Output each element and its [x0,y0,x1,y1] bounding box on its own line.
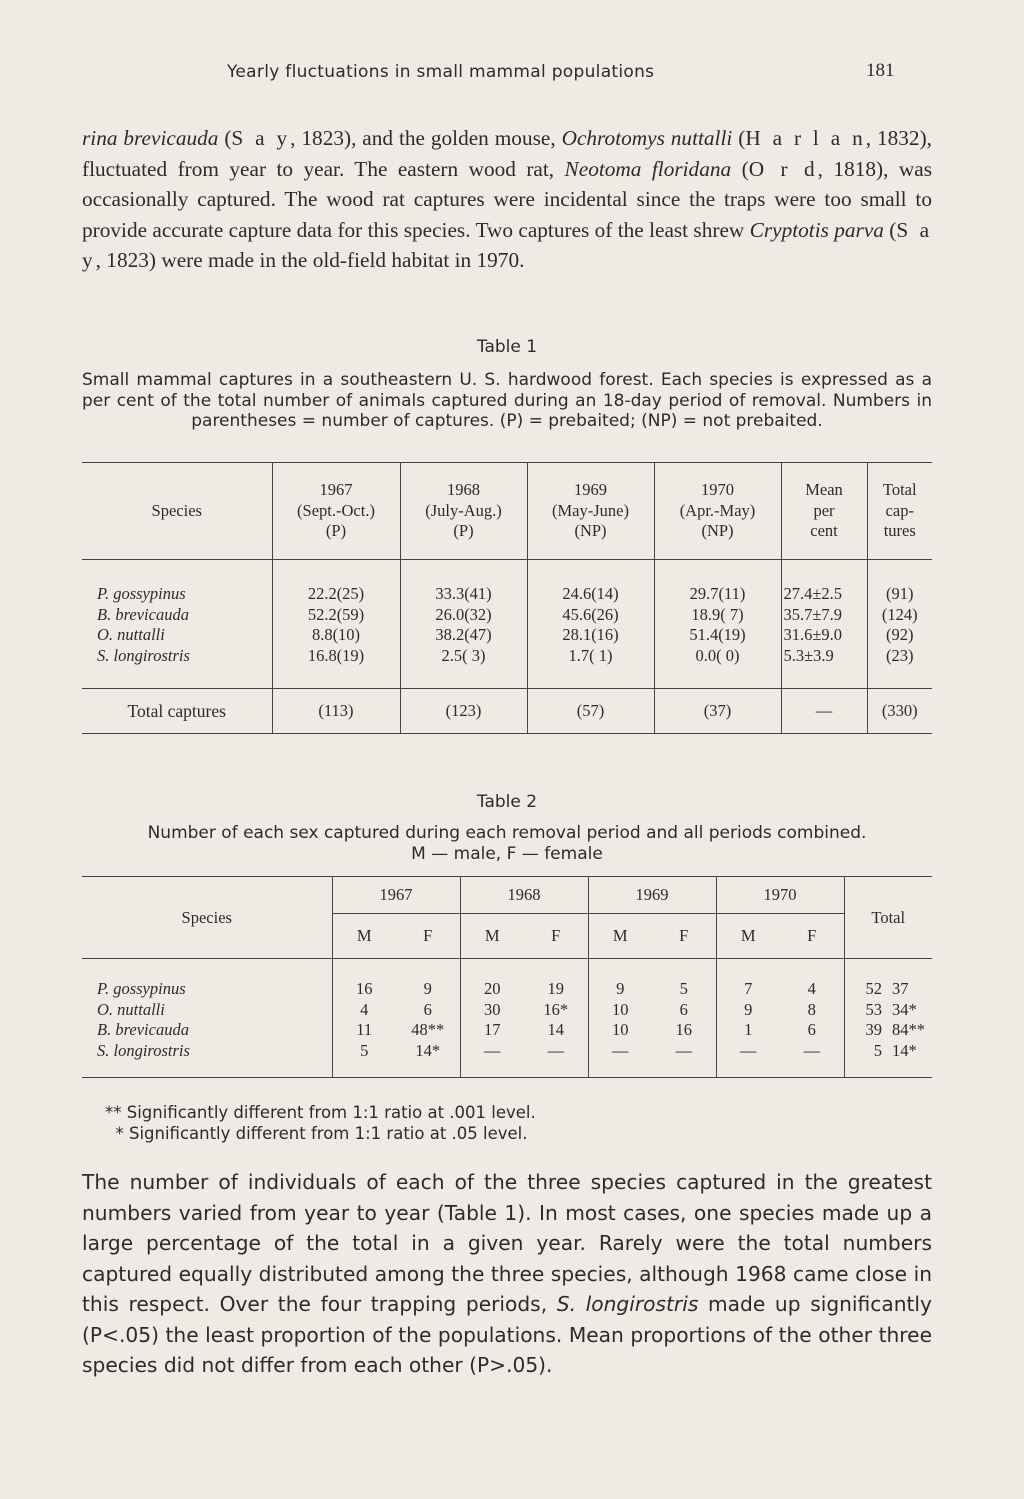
data-cell: 9 [716,1000,780,1021]
data-cell: 0.0( 0) [654,646,781,689]
table2-caption [82,823,932,864]
data-cell: — [547,1040,564,1060]
total-cell: (37) [654,689,781,734]
data-cell: (92) [867,625,932,646]
table-row [82,959,932,1000]
species-name: rina brevicauda [82,126,219,150]
total-cell: — [781,689,867,734]
data-cell: 31.6±9.0 [781,625,867,646]
table-row [82,646,932,689]
data-cell: 29.7(11) [654,560,781,605]
running-head: Yearly fluctuations in small mammal populations [227,62,655,82]
header-line: 1968 [447,480,480,500]
data-cell: 34* [892,999,917,1019]
table2-sex-header: M [716,914,780,959]
data-cell: 10 [588,1000,652,1021]
data-cell: 52 [844,959,888,1000]
data-cell: 5.3±3.9 [781,646,867,689]
table-row [82,1000,932,1021]
text-run: , 1832), fluctuated from year to year. The eastern wood rat, [82,126,932,181]
table2-sex-header: M [460,914,524,959]
data-cell: 16 [675,1020,692,1039]
data-cell: 84** [892,1020,925,1039]
header-line: cent [810,521,838,541]
header-line: per [813,500,835,520]
header-line: (NP) [574,521,607,541]
species-cell: B. brevicauda [97,1020,189,1039]
species-cell: B. brevicauda [97,604,189,624]
table1-column-header [82,463,272,560]
page-number: 181 [866,60,895,81]
data-cell: 14* [892,1040,917,1060]
table2-caption-line: M — male, F — female [411,843,603,864]
data-cell: 16 [332,959,396,1000]
data-cell: 28.1(16) [527,625,654,646]
data-cell: 2.5( 3) [400,646,527,689]
table2-sex-header: M [588,914,652,959]
species-name: Cryptotis parva [749,217,884,242]
species-name: S. longirostris [556,1292,699,1316]
header-line: tures [883,521,916,541]
data-cell: 5 [679,979,688,998]
species-cell: O. nuttalli [97,625,165,644]
header-line: (Apr.-May) [679,500,756,520]
table1-caption: Small mammal captures in a southeastern U. S. hardwood forest. Each species is expressed as a per cent of the total number of animals captured during an 18-day period of removal. Numbers in parentheses = number of captures. (P) = prebaited; (NP) = not prebaited. [82,370,932,431]
text-run: , 1823) were made in the old-field habitat in 1970. [95,248,525,273]
data-cell: 19 [547,979,564,998]
table2-year-header: 1968 [460,877,588,914]
data-cell: (23) [867,646,932,689]
data-cell: 30 [460,1000,524,1021]
table1-header [82,463,932,560]
closing-paragraph [82,1167,932,1381]
data-cell: — [588,1041,652,1078]
footnote: * Significantly different from 1:1 ratio at .05 level. [105,1124,528,1143]
table2-sex-header: F [780,914,844,959]
table2-species-header: Species [82,877,332,959]
table2-caption-line: Number of each sex captured during each removal period and all periods combined. [147,823,867,843]
data-cell: (91) [867,560,932,605]
species-cell: O. nuttalli [97,999,165,1019]
data-cell: 38.2(47) [400,625,527,646]
data-cell: 7 [716,959,780,1000]
total-label-cell: Total captures [82,689,272,734]
table-row [82,1041,932,1078]
data-cell: 11 [332,1020,396,1041]
intro-paragraph: rina brevicauda (S a y, 1823), and the golden mouse, Ochrotomys nuttalli (H a r l a n, 1832), fluctuated from year to year. The eastern wood rat, Neotoma floridana (O r d, 1818), was occasionally captured. The wood rat captures were incidental since the traps were too small to provide accurate capture data for this species. Two captures of the least shrew Cryptotis parva (S a y, 1823) were made in the old-field habitat in 1970. [82,126,933,273]
data-cell: 53 [844,1000,888,1021]
species-cell: S. longirostris [97,645,190,665]
table1 [82,462,932,734]
data-cell: 16.8(19) [272,646,400,689]
text-run: , 1823), and the golden mouse, [290,126,562,150]
data-cell: 45.6(26) [527,605,654,626]
header-line: cap- [885,500,914,520]
table2-year-header: 1967 [332,877,460,914]
header-line: 1969 [574,480,607,500]
table2-sex-header: F [396,914,460,959]
species-cell: P. gossypinus [97,584,186,603]
data-cell: — [803,1040,820,1060]
data-cell: — [460,1041,524,1078]
total-cell: (57) [527,689,654,734]
data-cell: 24.6(14) [527,560,654,605]
table1-body [82,560,932,689]
species-name: Ochrotomys nuttalli [561,126,733,150]
text-run: made up significantly (P<.05) the least proportion of the populations. Mean proportions of the other three species did not differ from each other (P>.05). [82,1292,932,1377]
table1-total-row [82,689,932,734]
header-line: Total [882,480,917,500]
table2-year-header: 1970 [716,877,844,914]
header-line: (May-June) [552,500,629,520]
header-line: (NP) [701,521,734,541]
text-run: The number of individuals of each of the three species captured in the greatest numbers varied from year to year (Table 1). In most cases, one species made up a large percentage of the total in a given year. Rarely were the total numbers captured equally distributed among the three species, although 1968 came close in this respect. Over the four trapping periods, [82,1170,932,1316]
author-name: S a y [82,217,933,273]
data-cell: 4 [332,1000,396,1021]
table2-year-row [82,877,932,914]
data-cell: (124) [867,605,932,626]
data-cell: 14 [547,1020,564,1039]
table1-column-header [400,463,527,560]
header-line: (July-Aug.) [425,500,502,520]
data-cell: 14* [415,1040,441,1060]
data-cell: 18.9( 7) [654,605,781,626]
data-cell: 16* [543,999,569,1019]
species-cell: S. longirostris [97,1040,190,1060]
table-row [82,1020,932,1041]
data-cell: 8 [807,999,816,1019]
table2-sex-header: M [332,914,396,959]
data-cell: 9 [423,979,432,998]
author-name: O r d [748,156,818,181]
table2 [82,876,932,1078]
author-name: S a y [231,126,291,150]
data-cell: 4 [807,979,816,998]
table-row [82,560,932,605]
header-line: Species [151,500,202,520]
table2-year-header: 1969 [588,877,716,914]
table2-sex-header: F [524,914,588,959]
data-cell: 10 [588,1020,652,1041]
data-cell: 6 [807,1020,816,1039]
data-cell: 8.8(10) [272,625,400,646]
table1-column-header [272,463,400,560]
data-cell: 51.4(19) [654,625,781,646]
table1-column-header [867,463,932,560]
table1-title: Table 1 [476,337,538,357]
total-cell: (123) [400,689,527,734]
footnote: ** Significantly different from 1:1 ratio at .001 level. [105,1103,536,1122]
data-cell: 39 [844,1020,888,1041]
data-cell: 27.4±2.5 [781,560,867,605]
table-row [82,625,932,646]
data-cell: 52.2(59) [272,605,400,626]
data-cell: 37 [892,979,909,998]
text-run: , 1818), was occasionally captured. The wood rat captures were incidental since the traps were too small to provide accurate capture data for this species. Two captures of the least shrew [82,156,932,242]
data-cell: 5 [332,1041,396,1078]
author-name: H a r l a n [745,126,866,150]
table1-column-header [527,463,654,560]
data-cell: — [716,1041,780,1078]
header-line: (P) [325,521,347,541]
table2-body [82,959,932,1078]
data-cell: — [675,1040,692,1060]
table2-title: Table 2 [476,792,538,812]
table2-total-header: Total [844,877,932,959]
data-cell: 35.7±7.9 [781,605,867,626]
data-cell: 1.7( 1) [527,646,654,689]
table1-column-header [654,463,781,560]
header-line: (P) [453,521,474,541]
header-line: 1967 [319,480,353,500]
header-line: (Sept.-Oct.) [297,500,375,520]
data-cell: 5 [844,1041,888,1078]
data-cell: 48** [411,1020,445,1039]
header-line: 1970 [701,480,734,500]
table1-header-row [82,463,932,560]
data-cell: 6 [423,999,432,1019]
data-cell: 22.2(25) [272,560,400,605]
data-cell: 17 [460,1020,524,1041]
table2-footnotes [105,1102,536,1144]
header-line: Mean [805,480,843,500]
data-cell: 20 [460,959,524,1000]
table1-column-header [781,463,867,560]
data-cell: 6 [679,999,688,1019]
species-name: Neotoma floridana [564,156,732,181]
data-cell: 33.3(41) [400,560,527,605]
total-cell: (113) [272,689,400,734]
data-cell: 26.0(32) [400,605,527,626]
table-row [82,605,932,626]
table2-sex-header: F [652,914,716,959]
total-cell: (330) [867,689,932,734]
species-cell: P. gossypinus [97,979,186,998]
data-cell: 1 [716,1020,780,1041]
data-cell: 9 [588,959,652,1000]
